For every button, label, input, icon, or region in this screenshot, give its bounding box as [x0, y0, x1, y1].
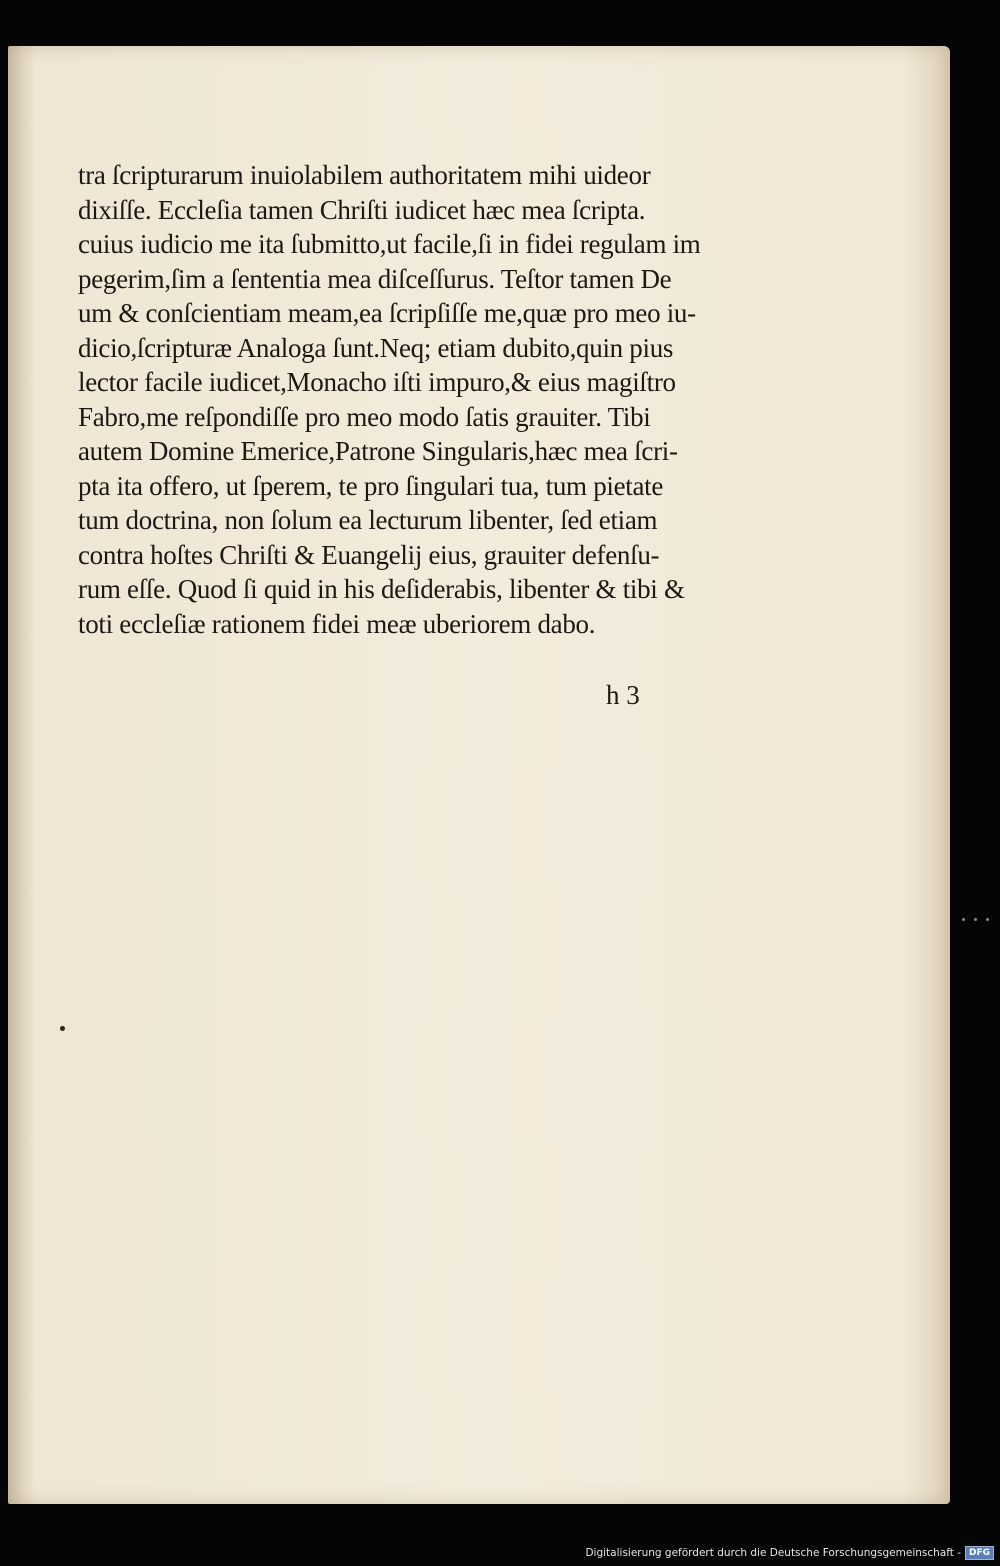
ink-speck: [60, 1026, 65, 1031]
text-line: pegerim,ſim a ſententia mea diſceſſurus. Teſtor tamen De: [78, 263, 672, 294]
book-page: [8, 46, 950, 1504]
text-line: Fabro,me reſpondiſſe pro meo modo ſatis grauiter. Tibi: [78, 401, 651, 432]
text-line: cuius iudicio me ita ſubmitto,ut facile,ſi in fidei regulam im: [78, 229, 701, 259]
edge-marks: [962, 908, 998, 914]
text-line: contra hoſtes Chriſti & Euangelij eius, grauiter defenſu-: [78, 539, 660, 570]
edge-dot: [986, 918, 989, 921]
body-text: [78, 158, 828, 641]
text-line: pta ita offero, ut ſperem, te pro ſingulari tua, tum pietate: [78, 470, 664, 501]
footer-credit: [585, 1544, 994, 1562]
text-line: tra ſcripturarum inuiolabilem authoritatem mihi uideor: [78, 160, 651, 190]
signature-mark: h 3: [606, 680, 640, 710]
text-line: um & conſcientiam meam,ea ſcripſiſſe me,quæ pro meo iu-: [78, 298, 696, 328]
text-line: tum doctrina, non ſolum ea lecturum libenter, ſed etiam: [78, 505, 658, 535]
text-line: rum eſſe. Quod ſi quid in his deſiderabis, libenter & tibi &: [78, 574, 685, 604]
text-line: lector facile iudicet,Monacho iſti impuro,& eius magiſtro: [78, 367, 676, 397]
dfg-logo: DFG: [965, 1546, 994, 1560]
text-line: autem Domine Emerice,Patrone Singularis,hæc mea ſcri-: [78, 436, 678, 466]
funding-credit-text: Digitalisierung gefördert durch die Deutsche Forschungsgemeinschaft -: [585, 1547, 961, 1559]
text-line: dixiſſe. Eccleſia tamen Chriſti iudicet hæc mea ſcripta.: [78, 194, 646, 225]
edge-dot: [962, 918, 965, 921]
edge-dot: [974, 918, 977, 921]
text-line: toti eccleſiæ rationem fidei meæ uberiorem dabo.: [78, 608, 596, 639]
text-line: dicio,ſcripturæ Analoga ſunt.Neq; etiam dubito,quin pius: [78, 332, 674, 363]
